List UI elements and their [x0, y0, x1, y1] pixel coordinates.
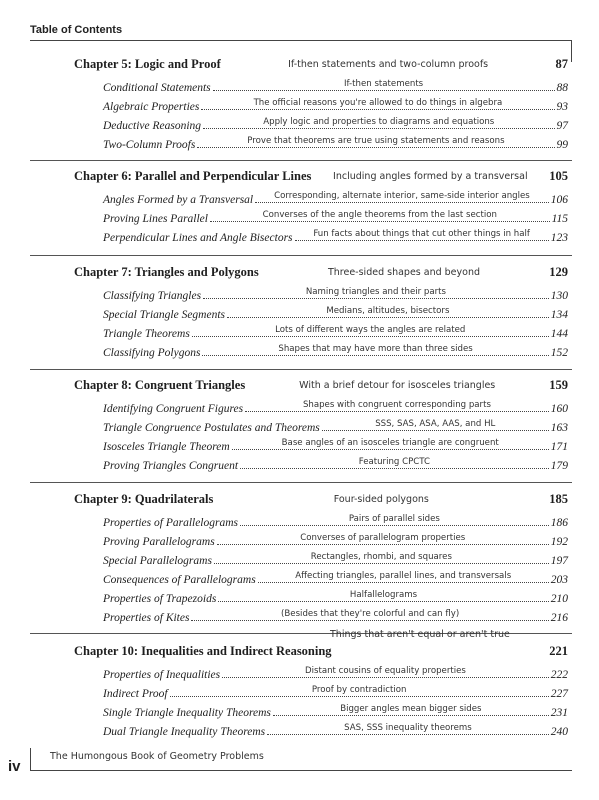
chapter-divider [30, 255, 572, 256]
dot-leader [197, 134, 554, 148]
section-title: Identifying Congruent Figures [103, 403, 244, 415]
footer-rule [30, 770, 572, 771]
toc-entry[interactable] [103, 305, 568, 321]
section-note: Converses of the angle theorems from the last section [262, 210, 497, 220]
toc-entry[interactable] [103, 608, 568, 624]
section-page: 115 [551, 213, 568, 225]
toc-entry[interactable] [103, 209, 568, 225]
dot-leader [222, 664, 549, 678]
chapter-page: 129 [549, 265, 568, 279]
section-title: Triangle Theorems [103, 328, 190, 340]
dot-leader [203, 115, 554, 129]
section-title: Properties of Inequalities [103, 669, 221, 681]
dot-leader [203, 285, 549, 299]
section-title: Dual Triangle Inequality Theorems [103, 726, 266, 738]
section-note: SAS, SSS inequality theorems [344, 723, 472, 733]
dot-leader [202, 342, 548, 356]
section-note: Converses of parallelogram properties [300, 533, 466, 543]
toc-entry[interactable] [103, 437, 568, 453]
chapter-title: Chapter 9: Quadrilaterals [74, 492, 214, 506]
section-page: 106 [550, 194, 568, 206]
section-title: Isosceles Triangle Theorem [103, 441, 230, 453]
dot-leader [245, 398, 549, 412]
dot-leader [240, 455, 549, 469]
section-page: 123 [550, 232, 568, 244]
dot-leader [214, 550, 549, 564]
section-page: 88 [556, 82, 568, 94]
toc-entry[interactable] [103, 703, 568, 719]
section-page: 240 [550, 726, 568, 738]
dot-leader [255, 189, 549, 203]
section-note: Bigger angles mean bigger sides [340, 704, 482, 714]
section-page: 179 [550, 460, 568, 472]
section-note: Distant cousins of equality properties [304, 666, 466, 676]
section-title: Algebraic Properties [103, 101, 200, 113]
section-title: Proving Parallelograms [103, 536, 215, 548]
header-rule-vertical [571, 40, 572, 62]
dot-leader [295, 227, 549, 241]
chapter-divider [30, 482, 572, 483]
toc-entry[interactable] [103, 532, 568, 548]
section-page: 93 [556, 101, 568, 113]
chapter-note: With a brief detour for isosceles triangles [299, 380, 496, 391]
toc-entry[interactable] [103, 513, 568, 529]
chapter-page: 221 [549, 644, 568, 658]
section-note: Shapes that may have more than three sides [278, 344, 473, 354]
section-page: 197 [550, 555, 568, 567]
section-note: Medians, altitudes, bisectors [326, 306, 450, 316]
section-page: 227 [550, 688, 568, 700]
chapter-5-heading[interactable] [74, 54, 568, 72]
section-note: Affecting triangles, parallel lines, and transversals [295, 571, 512, 581]
section-note: The official reasons you're allowed to do things in algebra [253, 98, 503, 108]
chapter-page: 185 [549, 492, 568, 506]
dot-leader [258, 569, 549, 583]
section-note: Rectangles, rhombi, and squares [310, 552, 452, 562]
toc-entry[interactable] [103, 418, 568, 434]
section-note: Base angles of an isosceles triangle are congruent [281, 438, 499, 448]
section-note: Corresponding, alternate interior, same-side interior angles [274, 191, 530, 201]
section-page: 216 [550, 612, 568, 624]
chapter-title: Chapter 7: Triangles and Polygons [74, 265, 259, 279]
chapter-title: Chapter 5: Logic and Proof [74, 57, 221, 71]
section-page: 186 [550, 517, 568, 529]
section-note: Apply logic and properties to diagrams and equations [263, 117, 495, 127]
dot-leader [191, 607, 548, 621]
section-note: (Besides that they're colorful and can fly) [281, 609, 460, 619]
dot-leader [218, 588, 548, 602]
page-header-title: Table of Contents [30, 24, 123, 36]
section-page: 130 [550, 290, 568, 302]
toc-entry[interactable] [103, 97, 568, 113]
section-title: Properties of Trapezoids [103, 593, 217, 605]
chapter-page: 105 [549, 169, 568, 183]
chapter-7-heading[interactable] [74, 262, 568, 280]
toc-entry[interactable] [103, 589, 568, 605]
section-note: Prove that theorems are true using statements and reasons [247, 136, 505, 146]
chapter-note: If-then statements and two-column proofs [288, 59, 489, 70]
section-page: 152 [550, 347, 568, 359]
chapter-note: Including angles formed by a transversal [333, 171, 528, 182]
chapter-title: Chapter 10: Inequalities and Indirect Reasoning [74, 644, 332, 658]
section-page: 160 [550, 403, 568, 415]
chapter-note: Things that aren't equal or aren't true [330, 629, 510, 640]
section-title: Classifying Polygons [103, 347, 201, 359]
section-note: Shapes with congruent corresponding parts [302, 400, 491, 410]
header-rule [30, 40, 572, 41]
section-note: Proof by contradiction [311, 685, 407, 695]
section-page: 163 [550, 422, 568, 434]
toc-entry[interactable] [103, 570, 568, 586]
toc-entry[interactable] [103, 190, 568, 206]
chapter-title: Chapter 8: Congruent Triangles [74, 378, 246, 392]
dot-leader [322, 417, 549, 431]
chapter-8-heading[interactable] [74, 375, 568, 393]
section-title: Consequences of Parallelograms [103, 574, 256, 586]
section-title: Triangle Congruence Postulates and Theorems [103, 422, 320, 434]
chapter-page: 159 [549, 378, 568, 392]
section-page: 210 [550, 593, 568, 605]
chapter-6-heading[interactable] [74, 166, 568, 184]
footer-book-title: The Humongous Book of Geometry Problems [50, 751, 264, 762]
section-page: 192 [550, 536, 568, 548]
section-page: 99 [556, 139, 568, 151]
dot-leader [273, 702, 549, 716]
section-title: Indirect Proof [103, 688, 168, 700]
footer-page-number: iv [8, 758, 21, 775]
section-title: Classifying Triangles [103, 290, 202, 302]
section-note: Featuring CPCTC [358, 457, 431, 467]
toc-entry[interactable] [103, 684, 568, 700]
section-title: Properties of Parallelograms [103, 517, 239, 529]
toc-entry[interactable] [103, 665, 568, 681]
section-title: Angles Formed by a Transversal [103, 194, 254, 206]
section-page: 97 [556, 120, 568, 132]
toc-entry[interactable] [103, 456, 568, 472]
footer-rule-vertical [30, 748, 31, 770]
toc-entry[interactable] [103, 399, 568, 415]
section-page: 134 [550, 309, 568, 321]
dot-leader [232, 436, 549, 450]
section-page: 144 [550, 328, 568, 340]
chapter-note: Three-sided shapes and beyond [327, 267, 481, 278]
section-title: Proving Triangles Congruent [103, 460, 239, 472]
section-title: Deductive Reasoning [103, 120, 202, 132]
section-note: If-then statements [343, 79, 424, 89]
toc-entry[interactable] [103, 78, 568, 94]
chapter-10-heading[interactable] [74, 641, 568, 659]
dot-leader [213, 77, 555, 91]
dot-leader [217, 531, 549, 545]
chapter-9-heading[interactable] [74, 489, 568, 507]
section-page: 171 [550, 441, 568, 453]
chapter-divider [30, 369, 572, 370]
dot-leader [240, 512, 549, 526]
section-note: Halfallelograms [349, 590, 418, 600]
section-page: 231 [550, 707, 568, 719]
section-page: 222 [550, 669, 568, 681]
dot-leader [267, 721, 549, 735]
toc-entry[interactable] [103, 722, 568, 738]
toc-entry[interactable] [103, 343, 568, 359]
section-title: Proving Lines Parallel [103, 213, 208, 225]
section-note: Lots of different ways the angles are related [275, 325, 466, 335]
toc-entry[interactable] [103, 551, 568, 567]
dot-leader [170, 683, 549, 697]
section-note: Pairs of parallel sides [348, 514, 440, 524]
section-note: SSS, SAS, ASA, AAS, and HL [375, 419, 496, 429]
dot-leader [192, 323, 549, 337]
section-title: Special Triangle Segments [103, 309, 226, 321]
section-title: Conditional Statements [103, 82, 211, 94]
toc-entry[interactable] [103, 324, 568, 340]
section-note: Naming triangles and their parts [305, 287, 447, 297]
section-title: Special Parallelograms [103, 555, 212, 567]
toc-entry[interactable] [103, 228, 568, 244]
toc-entry[interactable] [103, 116, 568, 132]
chapter-note: Four-sided polygons [333, 494, 429, 505]
chapter-divider [30, 160, 572, 161]
section-title: Two-Column Proofs [103, 139, 196, 151]
section-page: 203 [550, 574, 568, 586]
dot-leader [227, 304, 549, 318]
section-title: Properties of Kites [103, 612, 190, 624]
section-title: Perpendicular Lines and Angle Bisectors [103, 232, 293, 244]
toc-entry[interactable] [103, 286, 568, 302]
section-note: Fun facts about things that cut other things in half [313, 229, 530, 239]
section-title: Single Triangle Inequality Theorems [103, 707, 271, 719]
toc-entry[interactable] [103, 135, 568, 151]
dot-leader [210, 208, 550, 222]
chapter-title: Chapter 6: Parallel and Perpendicular Lines [74, 169, 312, 183]
chapter-page: 87 [555, 57, 568, 71]
dot-leader [201, 96, 554, 110]
